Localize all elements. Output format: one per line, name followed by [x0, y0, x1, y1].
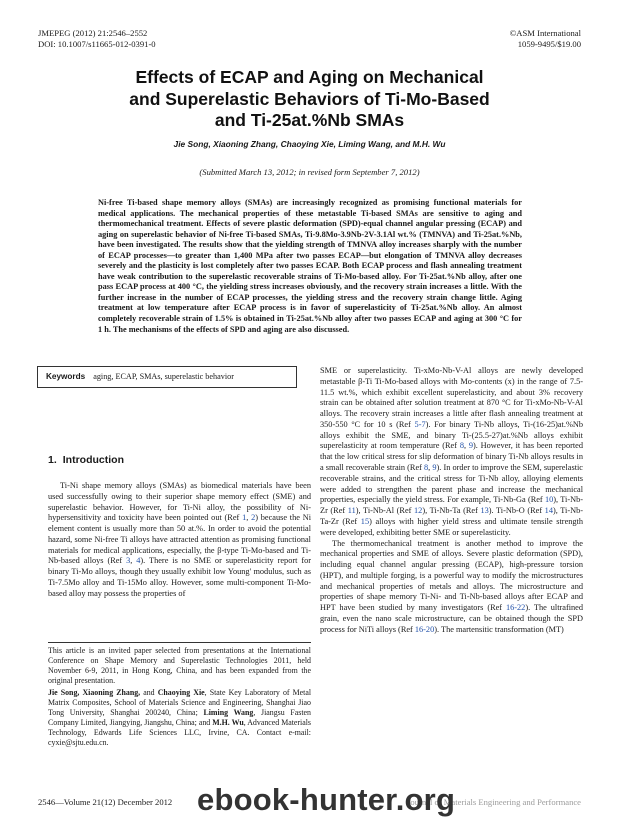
ref-link[interactable]: 9 — [432, 463, 437, 473]
ref-link[interactable]: 9 — [468, 441, 474, 451]
ref-link[interactable]: 8 — [424, 463, 429, 473]
left-column-text — [48, 481, 311, 600]
paper-title: Effects of ECAP and Aging on Mechanical and Superelastic Behaviors of Ti-Mo-Based and Ti-25at.%Nb SMAs — [129, 67, 490, 130]
ref-link[interactable]: 13 — [480, 506, 489, 516]
ref-link[interactable]: 1 — [242, 513, 247, 523]
paragraph: The thermomechanical treatment is another method to improve the mechanical properties and SME of alloys. Severe plastic deformation (SPD), including equal channel angular pressing (ECAP), high-pressure torsion (HPT), and multiple forging, is a powerful way to modify the microstructures and mechanical properties of metals and alloys. The microstructure and properties of shape memory Ti-Ni- and Ti-Nb-based alloys after ECAP and HPT have been studied by many investigators (Ref 16-22). The ultrafined grain, even the nano scale microstructure, can be obtained though the SPD process for NiTi alloys (Ref 16-20). The martensitic transformation (MT) — [320, 538, 583, 634]
keywords-box — [37, 366, 297, 388]
ref-link[interactable]: 4 — [136, 556, 141, 566]
ref-link[interactable]: 8 — [459, 441, 464, 451]
right-column-text — [320, 366, 583, 636]
ref-link[interactable]: 16-22 — [505, 603, 526, 613]
invited-paper-note: This article is an invited paper selected from presentations at the International Conference on Shape Memory and Superelastic Technologies 2011, held November 6-9, 2011, in Hong Kong, China, and has been expanded from the original presentation. — [48, 646, 311, 685]
ref-link[interactable]: 3 — [126, 556, 131, 566]
section-heading — [48, 454, 130, 466]
section-title: Introduction — [62, 454, 125, 466]
ref-link[interactable]: 14 — [544, 506, 553, 516]
section-number: 1. — [48, 454, 57, 466]
footer-page-info: 2546—Volume 21(12) December 2012 — [38, 797, 173, 807]
watermark: ebook-hunter.org — [197, 782, 456, 817]
ref-link[interactable]: 2 — [251, 513, 256, 523]
ref-link[interactable]: 11 — [347, 506, 356, 516]
keywords-text: aging, ECAP, SMAs, superelastic behavior — [93, 372, 234, 381]
journal-citation: JMEPEG (2012) 21:2546–2552 — [38, 28, 148, 38]
ref-link[interactable]: 10 — [544, 495, 554, 505]
author-list: Jie Song, Xiaoning Zhang, Chaoying Xie, Liming Wang, and M.H. Wu — [173, 139, 446, 149]
journal-header-left — [38, 28, 156, 49]
abstract: Ni-free Ti-based shape memory alloys (SMAs) are increasingly recognized as promising functional materials for medical applications. The mechanical properties of these metastable Ti-based SMAs are sensitive to aging and thermomechanical treatment. Effects of severe plastic deformation (SPD)-equal channel angular pressing (ECAP) and aging on superelastic behavior of Ni-free Ti-based SMAs, Ti-9.8Mo-3.9Nb-2V-3.1Al wt.% (TMNVA) and Ti-25at.%Nb, have been investigated. The results show that the yielding strength of TMNVA alloy increases sharply with the number of ECAP processes—to greater than 1,400 MPa after two passes ECAP—but elongation of TMNVA alloy decreases severely and the plasticity is lost completely after two passes ECAP. Both ECAP process and flash annealing treatment have weak contribution to the superelastic recoverable strains of Ti-Mo-based alloy. For Ti-25at.%Nb alloy, after one pass ECAP process at 400 °C, the yielding stress increases obviously, and the recovery strain increases a little. With the further increase in the number of ECAP processes, the yielding stress and the recovery strain change little. Aging treatment at low temperature after ECAP process is in favor of superelasticity of Ti-25at.%Nb alloy. An almost completely recoverable strain of 1.5% is obtained in Ti-25at.%Nb alloy after two passes ECAP and aging at 300 °C for 1 h. The mechanisms of the effects of SPD and aging are also discussed. — [98, 198, 522, 334]
doi: DOI: 10.1007/s11665-012-0391-0 — [38, 38, 156, 49]
footnote-divider — [48, 642, 311, 643]
submission-dates: (Submitted March 13, 2012; in revised form September 7, 2012) — [199, 167, 420, 177]
ref-link[interactable]: 12 — [414, 506, 423, 516]
paragraph: SME or superelasticity. Ti-xMo-Nb-V-Al alloys are newly developed metastable β-Ti Ti-Mo-based alloys with Mo-contents (x) in the range of 7.5-11.5 wt.%, which exhibit excellent superelasticity, and about 3% recovery strain can be obtained after solution treatment at 870 °C for Ti-xMo-Nb-V-Al alloys. The recovery strain increases a little after flash annealing treatment at 350-550 °C for 10 s (Ref 5-7). For binary Ti-Nb alloys, Ti-(16-25)at.%Nb alloys exhibit the SME, and binary Ti-(25.5-27)at.%Nb alloys exhibit superelasticity at room temperature (Ref 8, 9). However, it has been reported that the low critical stress for slip deformation of binary Ti-Nb alloys results in a small recoverable strain (Ref 8, 9). In order to improve the SEM, superelastic recoverable strains, and the critical stress for Ti-Nb alloy, alloying elements were added to strengthen the parent phase and increase the mechanical properties, especially the yield stress. For example, Ti-Nb-Ga (Ref 10), Ti-Nb-Zr (Ref 11), Ti-Nb-Al (Ref 12), Ti-Nb-Ta (Ref 13). Ti-Nb-O (Ref 14), Ti-Nb-Ta-Zr (Ref 15) alloys with higher yield stress and ultimate tensile strength were developed, exhibiting better SME or superelasticity. — [320, 366, 584, 537]
ref-link[interactable]: 16-20 — [414, 624, 435, 634]
keywords-label: Keywords — [46, 372, 86, 381]
paragraph: Ti-Ni shape memory alloys (SMAs) as biomedical materials have been used successfully owing to their superior shape memory effect (SME) and superelastic behavior. However, for Ti-Ni alloy, the possibility of Ni-hypersensitivity and toxicity have been pointed out (Ref 1, 2) because the Ni element content is usually more than 50 at.%. In order to avoid the potential hazard, some Ni-free Ti alloys have attracted attention as promising functional materials for medical applications, especially, the β-type Ti-Mo-based and Ti-Nb-based alloys (Ref 3, 4). There is no SME or superelasticity report for binary Ti-Mo alloys, though they usually exhibit low Young' modulus, such as Ti-7.5Mo alloy and Ti-15Mo alloy. However, some multi-component Ti-Mo-based alloy may possess the properties of — [48, 481, 311, 598]
journal-header-right — [510, 28, 581, 49]
copyright: ©ASM International — [509, 28, 581, 38]
ref-link[interactable]: 5-7 — [414, 419, 426, 429]
issn-price: 1059-9495/$19.00 — [517, 38, 581, 49]
ref-link[interactable]: 15 — [360, 516, 370, 526]
author-affiliations: Jie Song, Xiaoning Zhang, and Chaoying Xie, State Key Laboratory of Metal Matrix Composites, School of Materials Science and Engineering, Shanghai Jiao Tong University, Shanghai 200240, China; Liming Wang, Jiangsu Fasten Company Limited, Jiangying, Jiangshu, China; and M.H. Wu, Advanced Materials Technology, Edwards Life Sciences LLC, Irvine, CA. Contact e-mail: cyxie@sjtu.edu.cn. — [48, 688, 312, 747]
